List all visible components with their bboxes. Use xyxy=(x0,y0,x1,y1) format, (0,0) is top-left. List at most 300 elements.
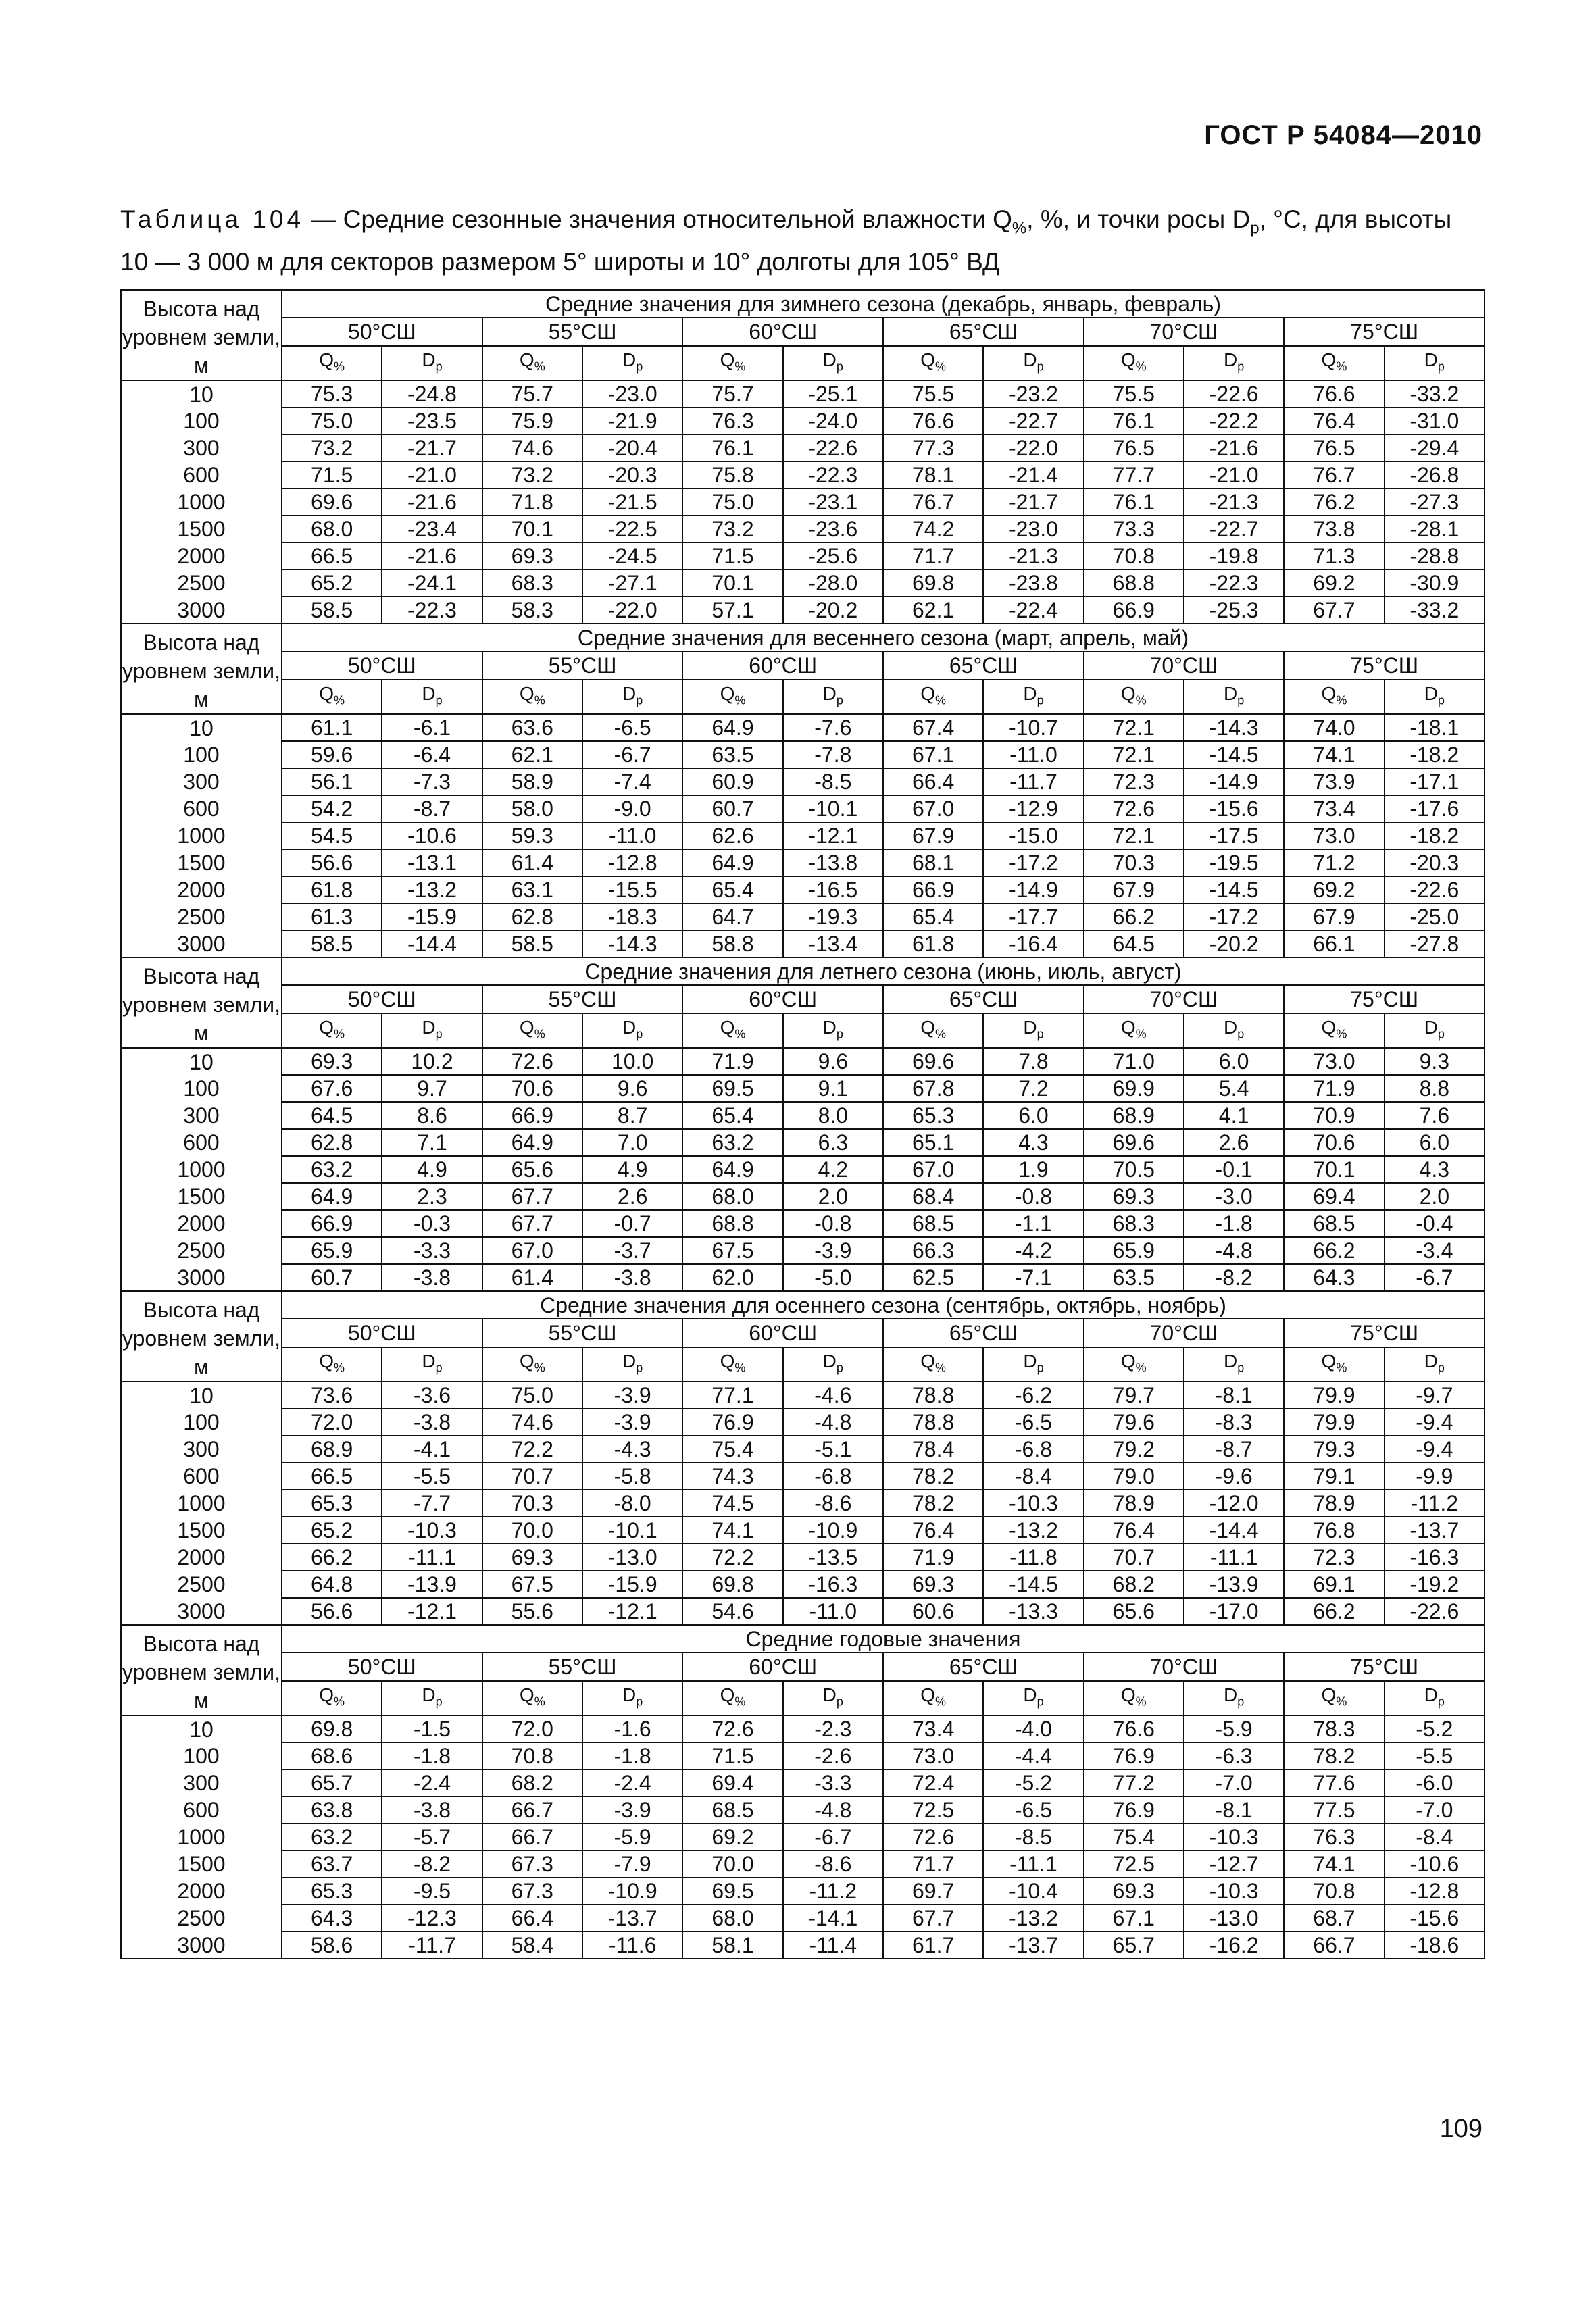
value-cell: 56.6 xyxy=(282,1598,382,1625)
value-cell: -9.7 xyxy=(1385,1382,1485,1409)
value-cell: 78.1 xyxy=(883,461,983,488)
value-cell: 76.1 xyxy=(1084,488,1184,515)
value-cell: 73.0 xyxy=(1284,822,1384,849)
value-cell: -12.8 xyxy=(582,849,682,876)
latitude-header-row xyxy=(121,1319,1485,1347)
value-cell: -11.6 xyxy=(582,1932,682,1959)
latitude-header: 60°СШ xyxy=(682,1319,883,1347)
value-cell: 76.9 xyxy=(1084,1742,1184,1769)
value-cell: 9.6 xyxy=(783,1048,883,1075)
q-symbol: Q xyxy=(720,349,735,370)
value-cell: -3.7 xyxy=(582,1237,682,1264)
q-symbol: Q xyxy=(720,1684,735,1705)
value-cell: 61.4 xyxy=(482,849,582,876)
value-cell: -4.8 xyxy=(783,1796,883,1823)
value-cell: 70.9 xyxy=(1284,1102,1384,1129)
q-percent-header xyxy=(1284,346,1384,380)
value-cell: -11.0 xyxy=(582,822,682,849)
season-title: Средние значения для весеннего сезона (март, апрель, май) xyxy=(282,624,1485,651)
q-percent-header xyxy=(282,1681,382,1715)
q-symbol: Q xyxy=(319,682,334,704)
q-symbol: Q xyxy=(319,349,334,370)
dew-point-header xyxy=(582,1013,682,1048)
value-cell: -8.0 xyxy=(582,1490,682,1517)
value-cell: 66.4 xyxy=(883,768,983,795)
value-cell: -3.4 xyxy=(1385,1237,1485,1264)
q-subscript: % xyxy=(534,1361,545,1375)
q-symbol: Q xyxy=(1321,1016,1337,1038)
value-cell: -17.7 xyxy=(983,903,1083,930)
value-cell: 2.0 xyxy=(783,1183,883,1210)
value-cell: 76.6 xyxy=(1084,1715,1184,1742)
value-cell: -8.4 xyxy=(1385,1823,1485,1851)
q-subscript: % xyxy=(334,1361,345,1375)
value-cell: -22.7 xyxy=(1184,515,1284,543)
value-cell: -20.2 xyxy=(1184,930,1284,957)
d-symbol: D xyxy=(422,682,436,704)
table-row xyxy=(121,1544,1485,1571)
value-cell: -6.5 xyxy=(582,714,682,741)
q-symbol: Q xyxy=(1120,1684,1136,1705)
value-cell: -19.2 xyxy=(1385,1571,1485,1598)
dew-point-header xyxy=(983,1347,1083,1382)
value-cell: -3.8 xyxy=(582,1264,682,1291)
value-cell: 65.3 xyxy=(282,1878,382,1905)
value-cell: 69.8 xyxy=(682,1571,782,1598)
d-subscript: р xyxy=(435,1361,443,1375)
table-row xyxy=(121,1571,1485,1598)
d-subscript: р xyxy=(1437,1027,1445,1041)
table-row xyxy=(121,1796,1485,1823)
value-cell: 2.0 xyxy=(1385,1183,1485,1210)
value-cell: 76.2 xyxy=(1284,488,1384,515)
q-subscript: % xyxy=(1336,693,1347,707)
table-row xyxy=(121,903,1485,930)
value-cell: 62.1 xyxy=(482,741,582,768)
value-cell: 75.4 xyxy=(682,1436,782,1463)
value-cell: 76.7 xyxy=(883,488,983,515)
value-cell: -23.8 xyxy=(983,570,1083,597)
value-cell: -22.3 xyxy=(382,597,482,624)
table-row xyxy=(121,515,1485,543)
value-cell: 79.6 xyxy=(1084,1409,1184,1436)
value-cell: -22.0 xyxy=(983,434,1083,461)
value-cell: 7.2 xyxy=(983,1075,1083,1102)
value-cell: 68.2 xyxy=(482,1769,582,1796)
value-cell: 64.9 xyxy=(682,1156,782,1183)
dew-point-header xyxy=(1184,1681,1284,1715)
value-cell: 63.6 xyxy=(482,714,582,741)
height-cell: 3000 xyxy=(121,1598,282,1625)
value-cell: 67.1 xyxy=(883,741,983,768)
latitude-header: 70°СШ xyxy=(1084,985,1285,1013)
value-cell: -13.7 xyxy=(582,1905,682,1932)
height-cell: 300 xyxy=(121,1436,282,1463)
q-symbol: Q xyxy=(1120,1016,1136,1038)
value-cell: 67.5 xyxy=(482,1571,582,1598)
value-cell: -5.5 xyxy=(1385,1742,1485,1769)
value-cell: -2.3 xyxy=(783,1715,883,1742)
value-cell: 79.9 xyxy=(1284,1382,1384,1409)
value-cell: -21.0 xyxy=(382,461,482,488)
value-cell: -28.1 xyxy=(1385,515,1485,543)
value-cell: -14.4 xyxy=(382,930,482,957)
value-cell: 60.7 xyxy=(682,795,782,822)
value-cell: 63.8 xyxy=(282,1796,382,1823)
value-cell: -10.3 xyxy=(1184,1823,1284,1851)
value-cell: 69.4 xyxy=(682,1769,782,1796)
height-cell: 2000 xyxy=(121,876,282,903)
value-cell: 74.0 xyxy=(1284,714,1384,741)
value-cell: 55.6 xyxy=(482,1598,582,1625)
value-cell: -11.1 xyxy=(382,1544,482,1571)
value-cell: 76.5 xyxy=(1284,434,1384,461)
value-cell: 65.9 xyxy=(1084,1237,1184,1264)
value-cell: -5.1 xyxy=(783,1436,883,1463)
value-cell: -4.2 xyxy=(983,1237,1083,1264)
value-cell: -19.5 xyxy=(1184,849,1284,876)
value-cell: -9.0 xyxy=(582,795,682,822)
value-cell: 67.7 xyxy=(482,1210,582,1237)
value-cell: 67.4 xyxy=(883,714,983,741)
table-row xyxy=(121,1237,1485,1264)
value-cell: -3.9 xyxy=(582,1382,682,1409)
value-cell: 58.8 xyxy=(682,930,782,957)
value-cell: -4.1 xyxy=(382,1436,482,1463)
value-cell: -11.4 xyxy=(783,1932,883,1959)
value-cell: 67.8 xyxy=(883,1075,983,1102)
height-cell: 1500 xyxy=(121,1517,282,1544)
d-symbol: D xyxy=(822,349,837,370)
value-cell: 66.1 xyxy=(1284,930,1384,957)
d-subscript: р xyxy=(836,1027,843,1041)
value-cell: 64.7 xyxy=(682,903,782,930)
d-subscript: р xyxy=(1237,1027,1245,1041)
value-cell: -12.0 xyxy=(1184,1490,1284,1517)
sub-header-row xyxy=(121,1013,1485,1048)
value-cell: 4.1 xyxy=(1184,1102,1284,1129)
value-cell: 65.6 xyxy=(482,1156,582,1183)
value-cell: -17.5 xyxy=(1184,822,1284,849)
q-percent-header xyxy=(282,1013,382,1048)
latitude-header: 60°СШ xyxy=(682,985,883,1013)
q-subscript: % xyxy=(935,693,947,707)
latitude-header: 70°СШ xyxy=(1084,651,1285,679)
height-cell: 600 xyxy=(121,461,282,488)
value-cell: 68.0 xyxy=(682,1183,782,1210)
value-cell: 77.3 xyxy=(883,434,983,461)
value-cell: 73.2 xyxy=(282,434,382,461)
value-cell: 69.3 xyxy=(482,543,582,570)
table-caption xyxy=(120,203,1485,279)
value-cell: 79.9 xyxy=(1284,1409,1384,1436)
value-cell: 67.9 xyxy=(883,822,983,849)
value-cell: -14.1 xyxy=(783,1905,883,1932)
q-percent-header xyxy=(1284,1347,1384,1382)
value-cell: 2.6 xyxy=(1184,1129,1284,1156)
value-cell: 66.7 xyxy=(1284,1932,1384,1959)
value-cell: -5.0 xyxy=(783,1264,883,1291)
height-cell: 2000 xyxy=(121,543,282,570)
altitude-header: Высота над уровнем земли, м xyxy=(121,1291,282,1382)
value-cell: -3.8 xyxy=(382,1264,482,1291)
q-percent-header xyxy=(682,680,782,714)
q-subscript: % xyxy=(334,693,345,707)
d-subscript: р xyxy=(1237,1361,1245,1375)
value-cell: 67.0 xyxy=(482,1237,582,1264)
value-cell: -6.8 xyxy=(983,1436,1083,1463)
height-cell: 1500 xyxy=(121,515,282,543)
height-cell: 1500 xyxy=(121,849,282,876)
value-cell: -21.7 xyxy=(382,434,482,461)
q-percent-header xyxy=(1084,680,1184,714)
value-cell: -12.1 xyxy=(382,1598,482,1625)
q-symbol: Q xyxy=(519,349,534,370)
d-subscript: р xyxy=(1037,1027,1044,1041)
value-cell: 72.1 xyxy=(1084,822,1184,849)
q-subscript: % xyxy=(1135,1027,1147,1041)
value-cell: -8.2 xyxy=(382,1851,482,1878)
value-cell: -9.5 xyxy=(382,1878,482,1905)
value-cell: -3.6 xyxy=(382,1382,482,1409)
height-cell: 1000 xyxy=(121,1823,282,1851)
value-cell: 67.5 xyxy=(682,1237,782,1264)
value-cell: -14.3 xyxy=(582,930,682,957)
height-cell: 2500 xyxy=(121,1905,282,1932)
d-symbol: D xyxy=(622,1350,637,1372)
value-cell: 75.4 xyxy=(1084,1823,1184,1851)
height-cell: 1500 xyxy=(121,1851,282,1878)
table-row xyxy=(121,1183,1485,1210)
q-subscript: % xyxy=(734,359,746,374)
value-cell: -5.8 xyxy=(582,1463,682,1490)
value-cell: -24.5 xyxy=(582,543,682,570)
value-cell: 69.5 xyxy=(682,1878,782,1905)
value-cell: -9.4 xyxy=(1385,1409,1485,1436)
d-symbol: D xyxy=(1424,349,1438,370)
value-cell: 64.5 xyxy=(282,1102,382,1129)
dew-point-header xyxy=(1385,346,1485,380)
value-cell: 65.6 xyxy=(1084,1598,1184,1625)
value-cell: 76.8 xyxy=(1284,1517,1384,1544)
value-cell: -13.1 xyxy=(382,849,482,876)
value-cell: 65.4 xyxy=(682,1102,782,1129)
latitude-header: 50°СШ xyxy=(282,651,482,679)
dew-point-header xyxy=(783,1013,883,1048)
value-cell: 1.9 xyxy=(983,1156,1083,1183)
value-cell: 73.9 xyxy=(1284,768,1384,795)
q-subscript: % xyxy=(734,693,746,707)
value-cell: -12.3 xyxy=(382,1905,482,1932)
value-cell: 62.8 xyxy=(282,1129,382,1156)
value-cell: -0.8 xyxy=(983,1183,1083,1210)
height-cell: 100 xyxy=(121,1075,282,1102)
value-cell: -7.9 xyxy=(582,1851,682,1878)
q-percent-header xyxy=(682,1681,782,1715)
d-subscript: р xyxy=(435,1027,443,1041)
value-cell: -6.5 xyxy=(983,1409,1083,1436)
value-cell: -3.8 xyxy=(382,1409,482,1436)
q-symbol: Q xyxy=(319,1684,334,1705)
value-cell: 58.5 xyxy=(282,930,382,957)
value-cell: -23.1 xyxy=(783,488,883,515)
value-cell: -22.2 xyxy=(1184,407,1284,434)
value-cell: 68.0 xyxy=(682,1905,782,1932)
value-cell: -23.0 xyxy=(582,380,682,407)
value-cell: 69.3 xyxy=(883,1571,983,1598)
value-cell: 63.5 xyxy=(1084,1264,1184,1291)
latitude-header-row xyxy=(121,318,1485,345)
table-row xyxy=(121,1156,1485,1183)
d-subscript: р xyxy=(636,1027,643,1041)
d-subscript: р xyxy=(636,1361,643,1375)
value-cell: 75.8 xyxy=(682,461,782,488)
q-symbol: Q xyxy=(319,1016,334,1038)
value-cell: 4.3 xyxy=(1385,1156,1485,1183)
value-cell: 66.4 xyxy=(482,1905,582,1932)
value-cell: 69.9 xyxy=(1084,1075,1184,1102)
value-cell: 74.1 xyxy=(682,1517,782,1544)
latitude-header: 55°СШ xyxy=(482,651,683,679)
value-cell: 68.7 xyxy=(1284,1905,1384,1932)
value-cell: -14.9 xyxy=(983,876,1083,903)
latitude-header: 65°СШ xyxy=(883,1319,1084,1347)
value-cell: 68.5 xyxy=(682,1796,782,1823)
value-cell: 4.2 xyxy=(783,1156,883,1183)
value-cell: -15.5 xyxy=(582,876,682,903)
value-cell: 60.7 xyxy=(282,1264,382,1291)
height-cell: 2000 xyxy=(121,1544,282,1571)
value-cell: -21.7 xyxy=(983,488,1083,515)
d-symbol: D xyxy=(622,1016,637,1038)
value-cell: 7.0 xyxy=(582,1129,682,1156)
value-cell: -14.5 xyxy=(983,1571,1083,1598)
height-cell: 10 xyxy=(121,1715,282,1742)
height-cell: 300 xyxy=(121,1102,282,1129)
latitude-header: 65°СШ xyxy=(883,985,1084,1013)
latitude-header: 55°СШ xyxy=(482,985,683,1013)
height-cell: 3000 xyxy=(121,1264,282,1291)
value-cell: -3.0 xyxy=(1184,1183,1284,1210)
value-cell: -14.3 xyxy=(1184,714,1284,741)
value-cell: 68.8 xyxy=(1084,570,1184,597)
value-cell: 73.8 xyxy=(1284,515,1384,543)
value-cell: -14.5 xyxy=(1184,741,1284,768)
table-row xyxy=(121,876,1485,903)
value-cell: -28.0 xyxy=(783,570,883,597)
d-subscript: р xyxy=(636,693,643,707)
value-cell: 69.4 xyxy=(1284,1183,1384,1210)
value-cell: 6.0 xyxy=(983,1102,1083,1129)
value-cell: -16.3 xyxy=(1385,1544,1485,1571)
value-cell: 76.1 xyxy=(682,434,782,461)
d-subscript: р xyxy=(1237,359,1245,374)
q-symbol: Q xyxy=(519,1016,534,1038)
value-cell: 7.1 xyxy=(382,1129,482,1156)
value-cell: 70.0 xyxy=(482,1517,582,1544)
value-cell: 8.0 xyxy=(783,1102,883,1129)
document-header: ГОСТ Р 54084—2010 xyxy=(1204,120,1482,150)
value-cell: -4.4 xyxy=(983,1742,1083,1769)
value-cell: 71.3 xyxy=(1284,543,1384,570)
value-cell: -3.9 xyxy=(582,1409,682,1436)
value-cell: 67.7 xyxy=(883,1905,983,1932)
value-cell: 75.0 xyxy=(482,1382,582,1409)
value-cell: -13.4 xyxy=(783,930,883,957)
d-subscript: р xyxy=(1437,359,1445,374)
value-cell: 67.7 xyxy=(482,1183,582,1210)
q-subscript: % xyxy=(1336,359,1347,374)
value-cell: 75.5 xyxy=(883,380,983,407)
dew-point-header xyxy=(582,680,682,714)
value-cell: 61.1 xyxy=(282,714,382,741)
value-cell: 62.8 xyxy=(482,903,582,930)
value-cell: -3.9 xyxy=(783,1237,883,1264)
value-cell: 64.3 xyxy=(282,1905,382,1932)
value-cell: -18.2 xyxy=(1385,741,1485,768)
value-cell: 79.1 xyxy=(1284,1463,1384,1490)
value-cell: 75.5 xyxy=(1084,380,1184,407)
value-cell: -6.7 xyxy=(582,741,682,768)
value-cell: 76.3 xyxy=(682,407,782,434)
value-cell: 78.2 xyxy=(883,1490,983,1517)
value-cell: -23.5 xyxy=(382,407,482,434)
season-title: Средние годовые значения xyxy=(282,1625,1485,1653)
value-cell: -22.7 xyxy=(983,407,1083,434)
value-cell: -11.7 xyxy=(382,1932,482,1959)
sub-header-row xyxy=(121,1347,1485,1382)
value-cell: -1.8 xyxy=(382,1742,482,1769)
value-cell: 10.2 xyxy=(382,1048,482,1075)
value-cell: -13.7 xyxy=(1385,1517,1485,1544)
d-subscript: р xyxy=(1037,1694,1044,1709)
value-cell: 64.8 xyxy=(282,1571,382,1598)
q-subscript: % xyxy=(334,359,345,374)
q-percent-header xyxy=(282,1347,382,1382)
value-cell: -19.3 xyxy=(783,903,883,930)
value-cell: 71.7 xyxy=(883,1851,983,1878)
value-cell: -4.8 xyxy=(783,1409,883,1436)
value-cell: 66.7 xyxy=(482,1796,582,1823)
value-cell: -22.6 xyxy=(783,434,883,461)
d-symbol: D xyxy=(1223,349,1238,370)
section-title-row xyxy=(121,624,1485,651)
value-cell: 66.5 xyxy=(282,543,382,570)
value-cell: -12.8 xyxy=(1385,1878,1485,1905)
height-cell: 100 xyxy=(121,1742,282,1769)
q-subscript: % xyxy=(935,359,947,374)
value-cell: -13.7 xyxy=(983,1932,1083,1959)
caption-text-1: — Средние сезонные значения относительной влажности Q xyxy=(304,205,1012,233)
value-cell: 74.1 xyxy=(1284,1851,1384,1878)
q-symbol: Q xyxy=(519,1684,534,1705)
d-symbol: D xyxy=(1023,1684,1037,1705)
value-cell: 71.5 xyxy=(282,461,382,488)
value-cell: 71.5 xyxy=(682,1742,782,1769)
value-cell: 63.2 xyxy=(282,1823,382,1851)
value-cell: 78.3 xyxy=(1284,1715,1384,1742)
value-cell: 77.2 xyxy=(1084,1769,1184,1796)
value-cell: -14.9 xyxy=(1184,768,1284,795)
table-row xyxy=(121,768,1485,795)
q-symbol: Q xyxy=(519,1350,534,1372)
d-symbol: D xyxy=(622,349,637,370)
q-subscript: % xyxy=(534,359,545,374)
value-cell: -23.4 xyxy=(382,515,482,543)
height-cell: 100 xyxy=(121,1409,282,1436)
value-cell: -24.8 xyxy=(382,380,482,407)
value-cell: -22.6 xyxy=(1184,380,1284,407)
